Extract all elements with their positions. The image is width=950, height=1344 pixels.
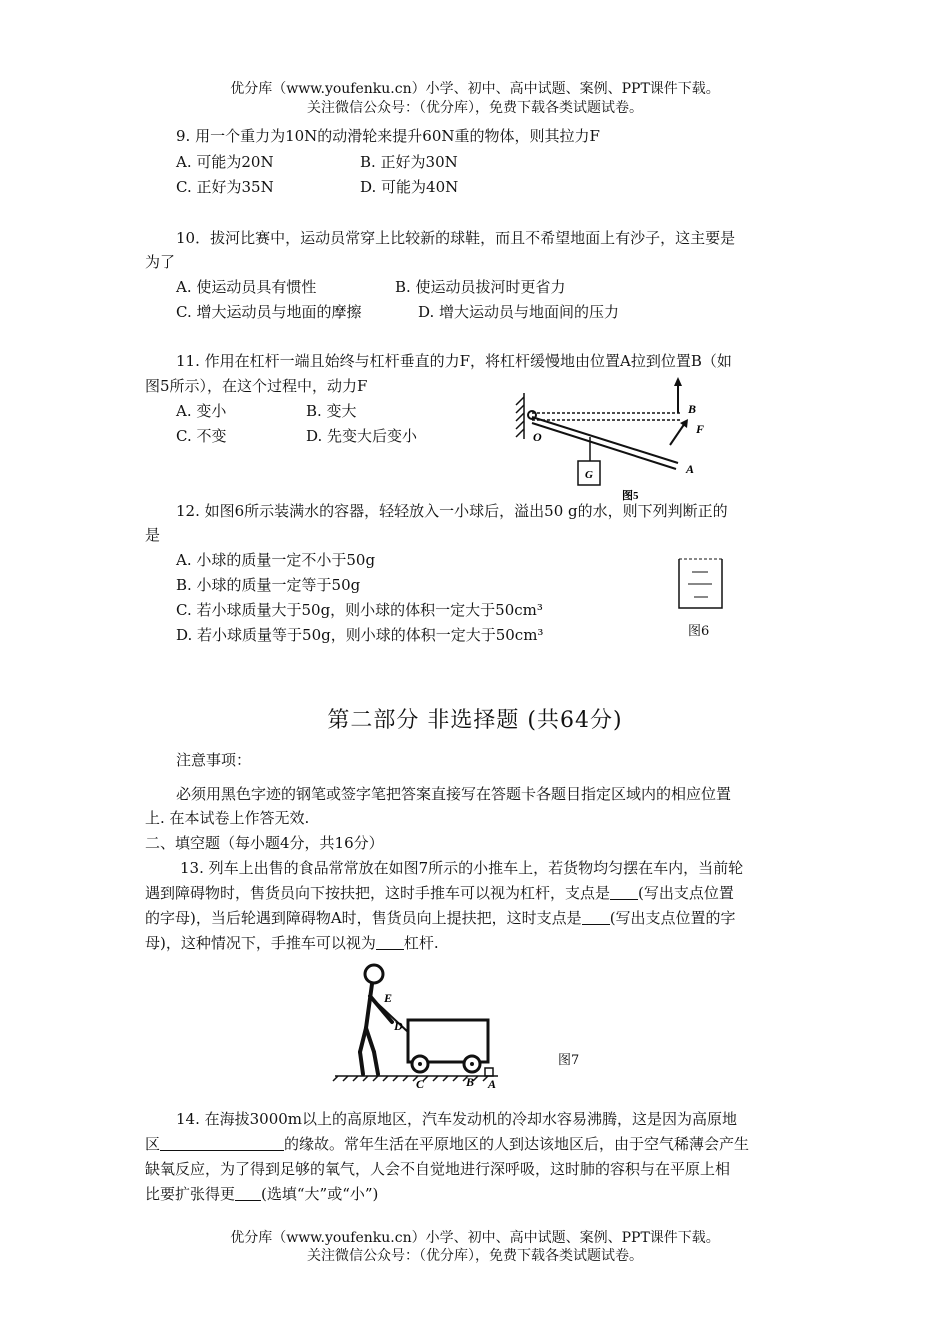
q12-stem-1: 12. 如图6所示装满水的容器，轻轻放入一小球后，溢出50 g的水，则下列判断正的 <box>176 502 728 520</box>
notice-title: 注意事项： <box>176 751 252 769</box>
q10-option-b: B. 使运动员拔河时更省力 <box>395 278 566 296</box>
person-figure <box>360 965 392 1074</box>
header-line-1: 优分库（www.youfenku.cn）小学、初中、高中试题、案例、PPT课件下载。 <box>230 81 720 97</box>
notice-line-2: 上. 在本试卷上作答无效. <box>145 809 310 827</box>
q13-blank-2[interactable] <box>582 908 610 925</box>
q10-option-c: C. 增大运动员与地面的摩擦 <box>176 303 362 321</box>
label-f: F <box>696 422 705 436</box>
label-g: G <box>585 469 593 481</box>
q14-line-3: 缺氧反应，为了得到足够的氧气，人会不自觉地进行深呼吸，这时肺的容积与在平原上相 <box>145 1160 731 1178</box>
q14-blank-2[interactable] <box>235 1184 261 1201</box>
q14-line-4: 比要扩张得更 (选填“大”或“小”) <box>145 1185 379 1203</box>
q11-stem-1: 11. 作用在杠杆一端且始终与杠杆垂直的力F，将杠杆缓慢地由位置A拉到位置B（如 <box>176 352 732 370</box>
q12-stem-2: 是 <box>145 526 161 544</box>
q14-blank-1[interactable] <box>160 1134 284 1151</box>
figure-6-caption: 图6 <box>688 624 710 639</box>
q13-blank-1[interactable] <box>610 883 638 900</box>
force-arrow-f <box>670 423 685 445</box>
q13-line-4: 母)，这种情况下，手推车可以视为 杠杆. <box>145 934 439 952</box>
figure-5-caption: 图5 <box>622 490 639 502</box>
wall-hatch <box>516 393 524 439</box>
figure-7-caption: 图7 <box>558 1053 580 1068</box>
q13-blank-3[interactable] <box>376 933 404 950</box>
label-a: A <box>488 1077 497 1090</box>
q9-stem: 9. 用一个重力为10N的动滑轮来提升60N重的物体，则其拉力F <box>176 127 600 145</box>
footer-line-1: 优分库（www.youfenku.cn）小学、初中、高中试题、案例、PPT课件下载。 <box>230 1230 720 1246</box>
cart-handle <box>378 1004 408 1032</box>
label-b: B <box>466 1075 475 1089</box>
q12-option-a: A. 小球的质量一定不小于50g <box>176 551 376 569</box>
q9-option-c: C. 正好为35N <box>176 178 274 196</box>
q14-line-1: 14. 在海拔3000m以上的高原地区，汽车发动机的冷却水容易沸腾，这是因为高原地 <box>176 1110 738 1128</box>
label-a: A <box>686 462 695 476</box>
q9-option-d: D. 可能为40N <box>360 178 459 196</box>
footer-line-2: 关注微信公众号：（优分库），免费下载各类试题试卷。 <box>307 1248 643 1264</box>
q12-option-c: C. 若小球质量大于50g，则小球的体积一定大于50cm³ <box>176 601 543 619</box>
figure-7-cart <box>330 958 505 1090</box>
q12-option-d: D. 若小球质量等于50g，则小球的体积一定大于50cm³ <box>176 626 544 644</box>
q13-line-1: 13. 列车上出售的食品常常放在如图7所示的小推车上，若货物均匀摆在车内，当前轮 <box>180 859 744 877</box>
label-d: D <box>394 1019 403 1033</box>
q11-option-c: C. 不变 <box>176 427 227 445</box>
q13-line-3: 的字母)，当后轮遇到障碍物A时，售货员向上提扶把，这时支点是 (写出支点位置的字 <box>145 909 736 927</box>
lever-position-a <box>532 417 678 463</box>
q11-option-a: A. 变小 <box>176 402 227 420</box>
section-fill-in-title: 二、填空题（每小题4分，共16分） <box>145 834 384 852</box>
q11-option-d: D. 先变大后变小 <box>306 427 418 445</box>
label-o: O <box>533 430 542 444</box>
q9-option-a: A. 可能为20N <box>176 153 274 171</box>
label-e: E <box>384 991 393 1005</box>
q10-stem-2: 为了 <box>145 253 176 271</box>
notice-line-1: 必须用黑色字迹的钢笔或签字笔把答案直接写在答题卡各题目指定区域内的相应位置 <box>176 785 732 803</box>
header-line-2: 关注微信公众号：（优分库），免费下载各类试题试卷。 <box>307 100 643 116</box>
q12-option-b: B. 小球的质量一定等于50g <box>176 576 361 594</box>
q13-line-2: 遇到障碍物时，售货员向下按扶把，这时手推车可以视为杠杆，支点是 (写出支点位置 <box>145 884 734 902</box>
figure-6-container <box>676 556 726 612</box>
obstacle-a <box>485 1068 493 1076</box>
part-2-title: 第二部分 非选择题 (共64分) <box>327 708 623 733</box>
q11-option-b: B. 变大 <box>306 402 357 420</box>
q10-stem-1: 10．拔河比赛中，运动员常穿上比较新的球鞋，而且不希望地面上有沙子，这主要是 <box>176 229 736 247</box>
q10-option-a: A. 使运动员具有惯性 <box>176 278 317 296</box>
q10-option-d: D. 增大运动员与地面间的压力 <box>418 303 620 321</box>
q14-line-2: 区 的缘故。常年生活在平原地区的人到达该地区后，由于空气稀薄会产生 <box>145 1135 750 1153</box>
label-c: C <box>416 1077 425 1090</box>
q11-stem-2: 图5所示），在这个过程中，动力F <box>145 377 368 395</box>
q9-option-b: B. 正好为30N <box>360 153 458 171</box>
figure-5-lever <box>510 375 720 503</box>
label-b: B <box>688 402 697 416</box>
